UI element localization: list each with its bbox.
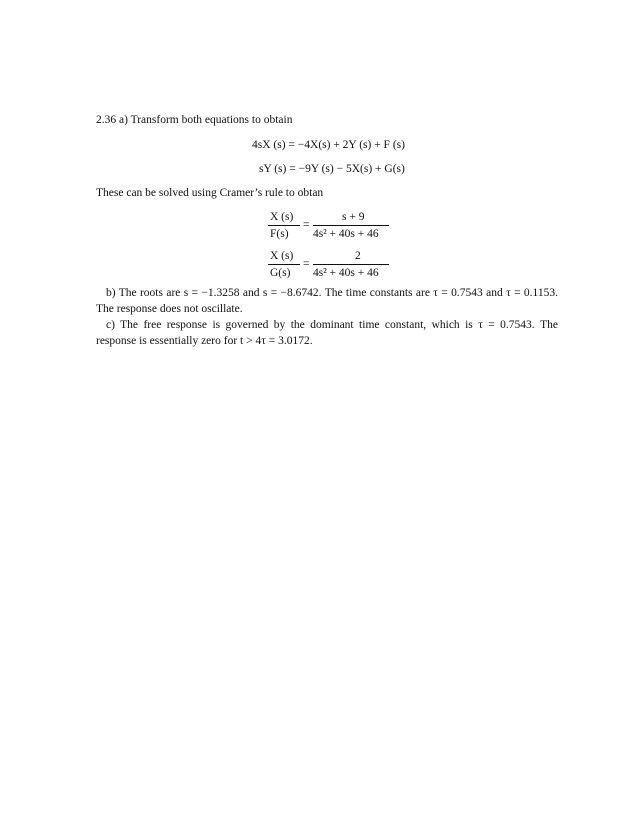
fraction1-rhs-denominator: 4s² + 40s + 46 xyxy=(313,228,379,240)
fraction1-lhs-bar xyxy=(268,225,300,226)
fraction2-rhs-denominator: 4s² + 40s + 46 xyxy=(313,267,379,279)
part-b-text: b) The roots are s = −1.3258 and s = −8.6742. The time constants are τ = 0.7543 and τ = 0.1153. The response does not oscillate. xyxy=(96,287,558,315)
equation-1: 4sX (s) = −4X(s) + 2Y (s) + F (s) xyxy=(252,139,405,151)
fraction2-rhs-numerator: 2 xyxy=(355,250,361,262)
fraction2-lhs-numerator: X (s) xyxy=(270,250,294,262)
fraction1-lhs-numerator: X (s) xyxy=(270,211,294,223)
fraction2-equals: = xyxy=(303,258,310,270)
problem-intro: 2.36 a) Transform both equations to obtain xyxy=(96,114,293,126)
fraction2-lhs-bar xyxy=(268,264,300,265)
fraction2-rhs-bar xyxy=(313,264,389,265)
cramer-text: These can be solved using Cramer’s rule to obtan xyxy=(96,187,324,199)
part-c-text: c) The free response is governed by the dominant time constant, which is τ = 0.7543. The response is essentially zero for t > 4τ = 3.0172. xyxy=(96,319,558,347)
equation-2: sY (s) = −9Y (s) − 5X(s) + G(s) xyxy=(259,163,405,175)
fraction1-lhs-denominator: F(s) xyxy=(270,228,289,240)
fraction1-rhs-numerator: s + 9 xyxy=(342,211,365,223)
fraction1-equals: = xyxy=(303,219,310,231)
fraction1-rhs-bar xyxy=(313,225,389,226)
fraction2-lhs-denominator: G(s) xyxy=(270,267,291,279)
